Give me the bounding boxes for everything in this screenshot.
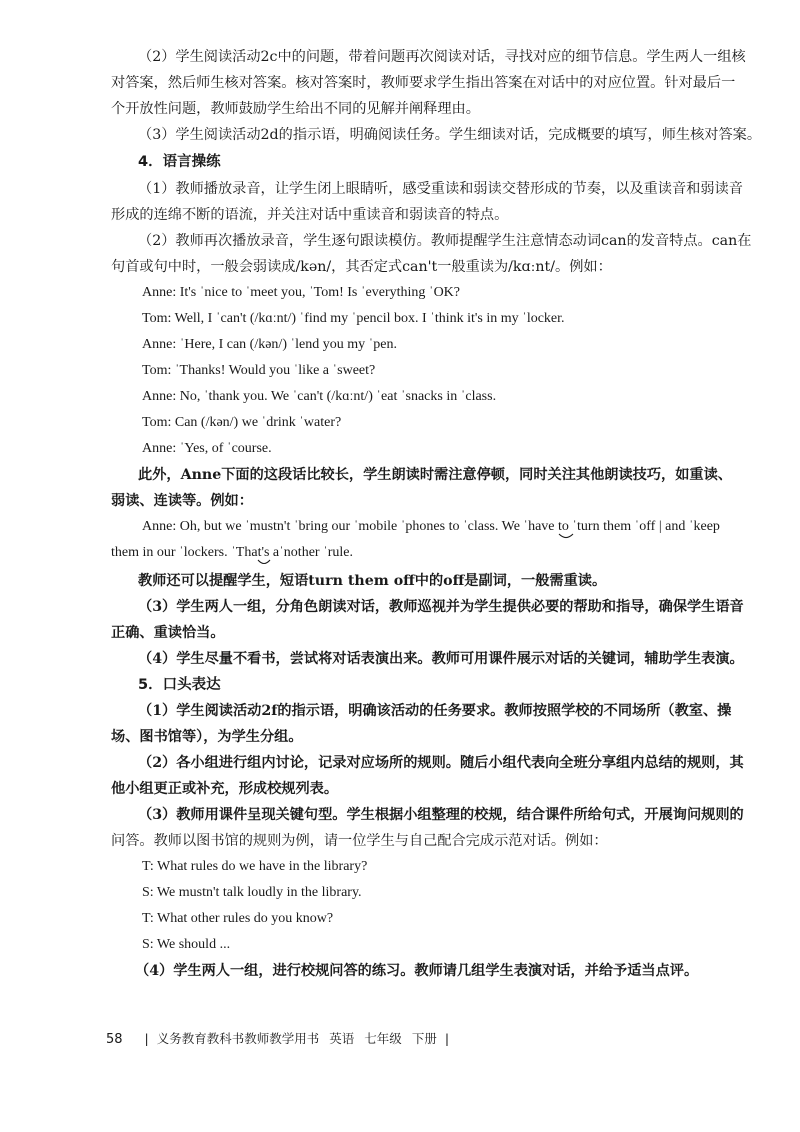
paragraph-line: （2）各小组进行组内讨论，记录对应场所的规则。随后小组代表向全班分享组内总结的规则，其 (138, 755, 744, 771)
paragraph-line: 教师还可以提醒学生，短语turn them off中的off是副词，一般需重读。 (138, 573, 607, 589)
dialogue-line: them in our ˈlockers. ˈThat's aˈnother ˈrule. (111, 545, 353, 560)
dialogue-line: Tom: Well, I ˈcan't (/kɑːnt/) ˈfind my ˈpencil box. I ˈthink it's in my ˈlocker. (142, 311, 565, 326)
paragraph-line: 他小组更正或补充，形成校规列表。 (111, 781, 339, 797)
paragraph-line: 对答案，然后师生核对答案。核对答案时，教师要求学生指出答案在对话中的对应位置。针对最后一 (111, 75, 736, 91)
dialogue-line: Anne: ˈHere, I can (/kən/) ˈlend you my ˈpen. (142, 337, 398, 352)
paragraph-line: 形成的连绵不断的语流，并关注对话中重读音和弱读音的特点。 (111, 207, 509, 223)
linking-mark-icon (256, 559, 272, 567)
page-number: 58 (106, 1032, 123, 1047)
paragraph-line: 个开放性问题，教师鼓励学生给出不同的见解并阐释理由。 (111, 101, 480, 117)
paragraph-line: （3）教师用课件呈现关键句型。学生根据小组整理的校规，结合课件所给句式，开展询问规则的 (138, 807, 744, 823)
paragraph-line: （3）学生两人一组，分角色朗读对话，教师巡视并为学生提供必要的帮助和指导，确保学生语音 (138, 599, 744, 615)
paragraph-line: 正确、重读恰当。 (111, 625, 225, 641)
paragraph-line: 句首或句中时，一般会弱读成/kən/，其否定式can't一般重读为/kɑːnt/。例如： (111, 259, 612, 275)
volume: 下册 (411, 1031, 437, 1046)
section-heading: 5．口头表达 (138, 677, 221, 693)
paragraph-line: 场、图书馆等），为学生分组。 (111, 729, 303, 745)
dialogue-line: Tom: ˈThanks! Would you ˈlike a ˈsweet? (142, 363, 376, 378)
book-title: 义务教育教科书教师教学用书 (156, 1031, 320, 1046)
paragraph-line: （1）学生阅读活动2f的指示语，明确该活动的任务要求。教师按照学校的不同场所（教室、操 (138, 703, 732, 719)
dialogue-line: T: What rules do we have in the library? (142, 859, 368, 874)
dialogue-line: Anne: Oh, but we ˈmustn't ˈbring our ˈmobile ˈphones to ˈclass. We ˈhave to ˈturn them ˈoff | and ˈkeep (142, 519, 720, 534)
dialogue-line: Anne: ˈYes, of ˈcourse. (142, 441, 272, 456)
section-heading: 4．语言操练 (138, 154, 221, 170)
paragraph-line: （4）学生尽量不看书，尝试将对话表演出来。教师可用课件展示对话的关键词，辅助学生表演。 (138, 651, 744, 667)
paragraph-line: （2）学生阅读活动2c中的问题，带着问题再次阅读对话，寻找对应的细节信息。学生两人一组核 (138, 49, 746, 65)
page-footer (106, 1030, 457, 1049)
paragraph-line: 此外，Anne下面的这段话比较长，学生朗读时需注意停顿，同时关注其他朗读技巧，如重读、 (138, 467, 732, 483)
paragraph-line: （1）教师播放录音，让学生闭上眼睛听，感受重读和弱读交替形成的节奏，以及重读音和弱读音 (138, 181, 743, 197)
linking-mark-icon (557, 533, 575, 541)
footer-divider: | (444, 1031, 450, 1046)
paragraph-line: （4）学生两人一组，进行校规问答的练习。教师请几组学生表演对话，并给予适当点评。 (135, 963, 699, 979)
paragraph-line: （2）教师再次播放录音，学生逐句跟读模仿。教师提醒学生注意情态动词can的发音特点。can在 (138, 233, 752, 249)
dialogue-line: Anne: No, ˈthank you. We ˈcan't (/kɑːnt/) ˈeat ˈsnacks in ˈclass. (142, 389, 497, 404)
grade: 七年级 (364, 1031, 402, 1046)
paragraph-line: 问答。教师以图书馆的规则为例，请一位学生与自己配合完成示范对话。例如： (111, 833, 608, 849)
subject: 英语 (329, 1031, 355, 1046)
dialogue-line: S: We should ... (142, 937, 231, 952)
dialogue-line: S: We mustn't talk loudly in the library. (142, 885, 362, 900)
paragraph-line: （3）学生阅读活动2d的指示语，明确阅读任务。学生细读对话，完成概要的填写，师生核对答案。 (138, 127, 762, 143)
footer-divider: | (144, 1031, 149, 1046)
dialogue-line: T: What other rules do you know? (142, 911, 334, 926)
dialogue-line: Tom: Can (/kən/) we ˈdrink ˈwater? (142, 415, 342, 430)
paragraph-line: 弱读、连读等。例如： (111, 493, 253, 509)
dialogue-line: Anne: It's ˈnice to ˈmeet you, ˈTom! Is ˈeverything ˈOK? (142, 285, 461, 300)
